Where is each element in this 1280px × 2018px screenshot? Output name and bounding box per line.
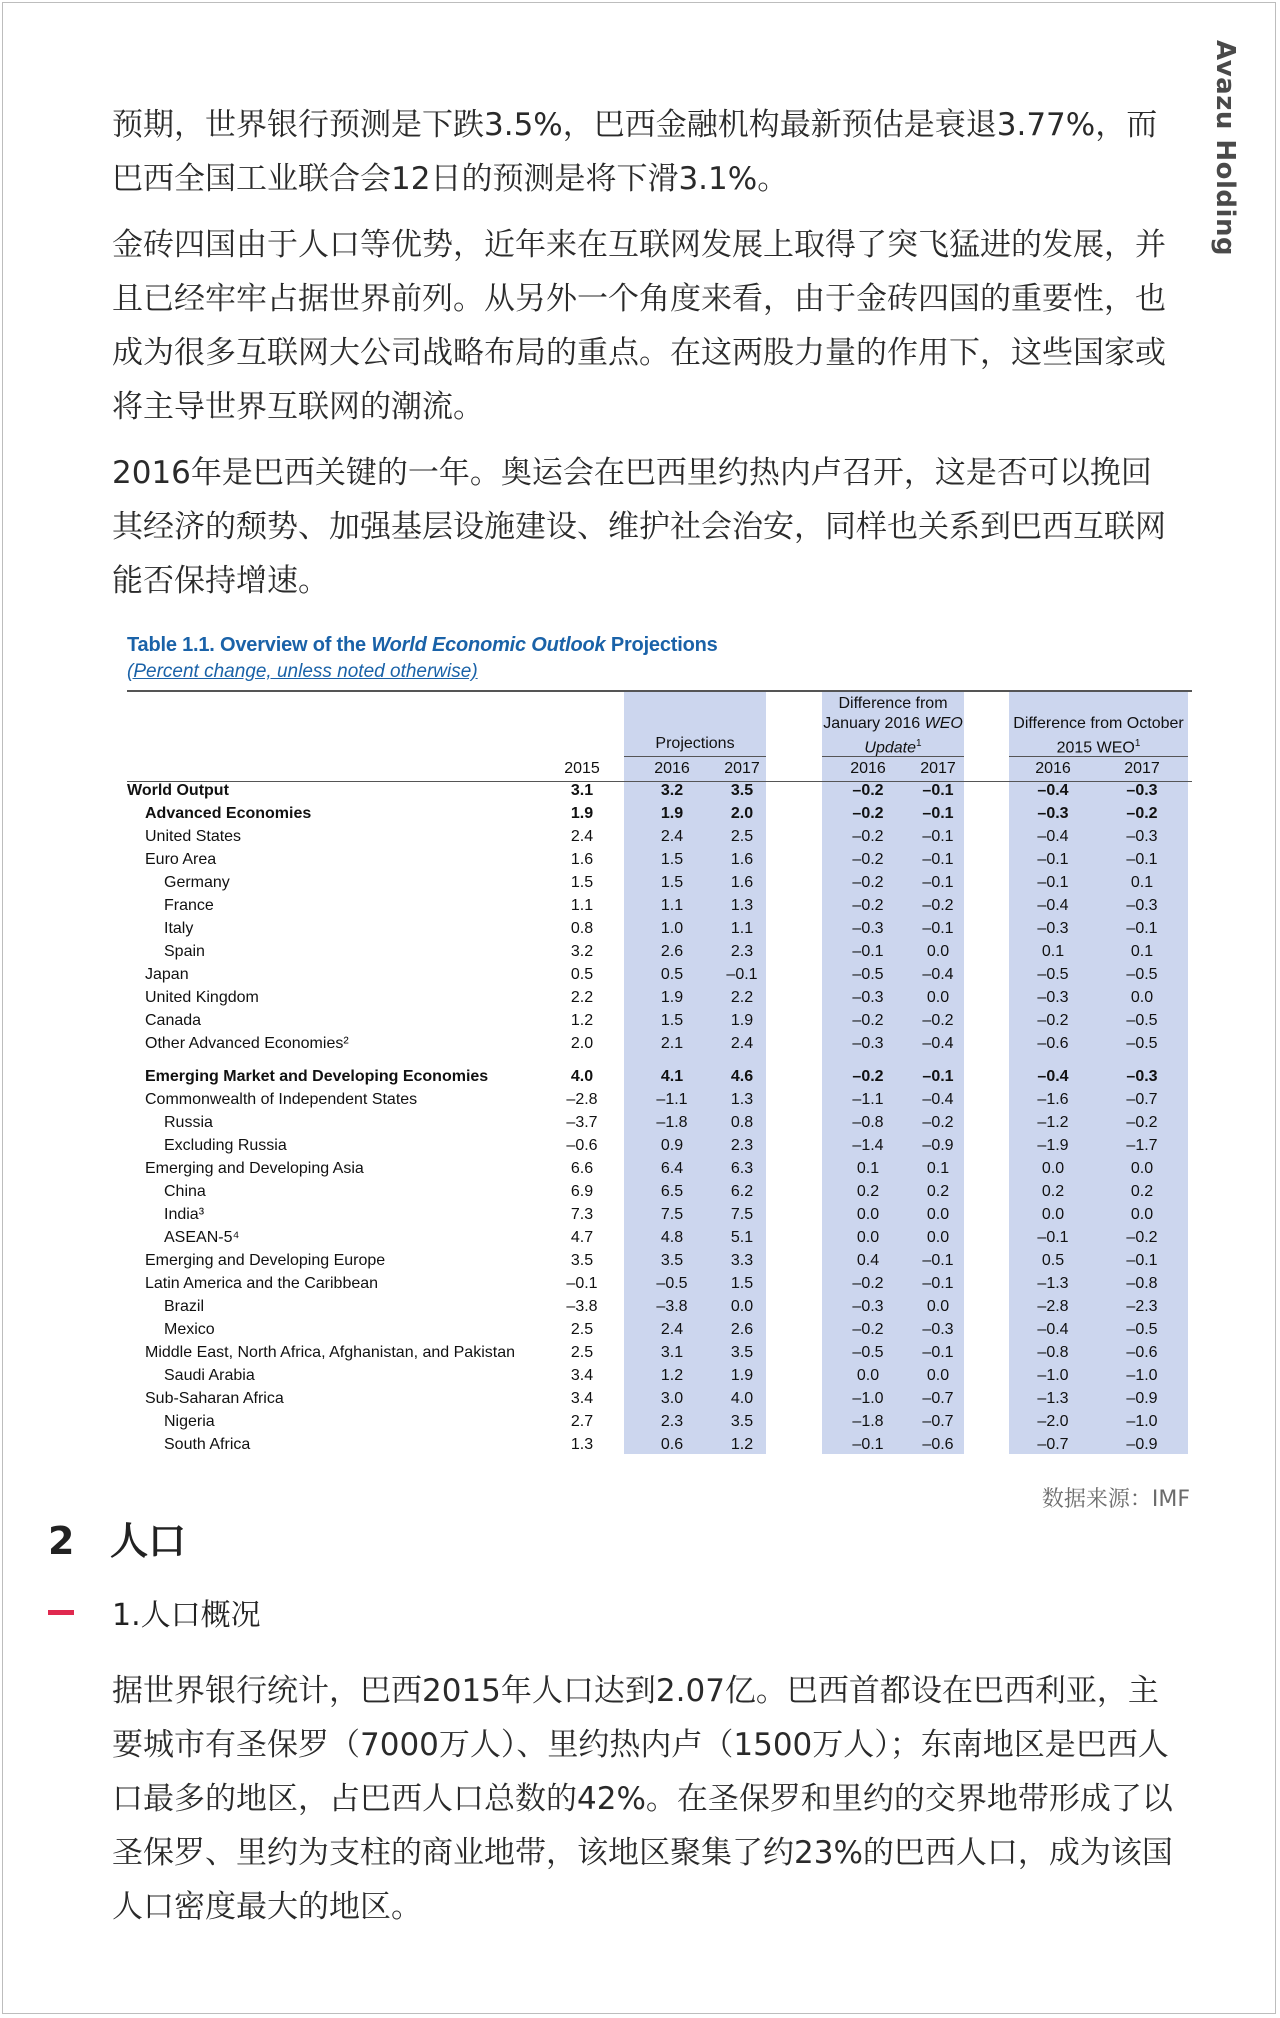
- row-value: 4.6: [730, 1068, 754, 1085]
- row-value: 2.3: [660, 1413, 684, 1430]
- row-value: –0.8: [1037, 1344, 1069, 1361]
- section-title: 人口: [110, 1519, 187, 1563]
- row-value: 1.2: [660, 1367, 684, 1384]
- row-label: France: [164, 897, 214, 914]
- row-value: 3.4: [570, 1367, 594, 1384]
- row-value: 0.2: [926, 1183, 950, 1200]
- row-value: –0.6: [1037, 1035, 1069, 1052]
- row-label: Latin America and the Caribbean: [145, 1275, 379, 1292]
- row-value: 4.1: [660, 1068, 684, 1085]
- row-value: 2.4: [730, 1035, 754, 1052]
- row-label: India³: [164, 1206, 205, 1223]
- row-value: 0.8: [730, 1114, 754, 1131]
- paragraph-2016: 2016年是巴西关键的一年。奥运会在巴西里约热内卢召开，这是否可以挽回其经济的颓势、加强基层设施建设、维护社会治安，同样也关系到巴西互联网能否保持增速。: [112, 455, 1166, 599]
- row-label: Emerging Market and Developing Economies: [145, 1068, 489, 1085]
- row-value: 1.5: [660, 851, 684, 868]
- row-value: 3.5: [730, 1344, 754, 1361]
- table-row: [127, 1089, 1192, 1112]
- row-value: 6.9: [570, 1183, 594, 1200]
- row-value: 6.3: [730, 1160, 754, 1177]
- row-value: –0.1: [922, 1275, 954, 1292]
- row-value: –0.4: [922, 966, 954, 983]
- row-value: –0.7: [1126, 1091, 1158, 1108]
- source-note: 数据来源：IMF: [1041, 1487, 1190, 1512]
- row-value: 1.6: [730, 874, 754, 891]
- table-row: [127, 1181, 1192, 1204]
- row-value: –0.4: [1037, 897, 1069, 914]
- table-row: [127, 1227, 1192, 1250]
- row-value: –0.3: [1126, 897, 1158, 914]
- row-label: Italy: [164, 920, 194, 937]
- table-row: [127, 1273, 1192, 1296]
- subsection-title: 1.人口概况: [112, 1598, 261, 1633]
- row-value: –0.2: [852, 1275, 884, 1292]
- row-value: 4.0: [730, 1390, 754, 1407]
- subsection-marker: [48, 1610, 74, 1615]
- row-value: 0.1: [1130, 874, 1154, 891]
- row-value: –0.5: [656, 1275, 688, 1292]
- row-label: Mexico: [164, 1321, 215, 1338]
- row-value: 0.0: [926, 1298, 950, 1315]
- row-value: 6.4: [660, 1160, 684, 1177]
- row-value: 6.6: [570, 1160, 594, 1177]
- row-value: –0.7: [1037, 1436, 1069, 1453]
- row-value: –1.7: [1126, 1137, 1158, 1154]
- row-value: –1.3: [1037, 1390, 1069, 1407]
- row-value: 1.9: [660, 989, 684, 1006]
- row-value: –3.7: [566, 1114, 598, 1131]
- table-row: [127, 849, 1192, 872]
- row-value: –0.5: [1126, 1012, 1158, 1029]
- row-value: –0.2: [852, 897, 884, 914]
- row-value: 0.4: [856, 1252, 880, 1269]
- row-value: –0.4: [922, 1035, 954, 1052]
- row-value: 2.0: [570, 1035, 594, 1052]
- row-value: 1.5: [660, 1012, 684, 1029]
- row-value: –1.0: [1126, 1367, 1158, 1384]
- row-value: –1.2: [1037, 1114, 1069, 1131]
- row-value: –0.3: [922, 1321, 954, 1338]
- row-value: 2.7: [570, 1413, 594, 1430]
- paragraph-brics: 金砖四国由于人口等优势，近年来在互联网发展上取得了突飞猛进的发展，并且已经牢牢占据世界前列。从另外一个角度来看，由于金砖四国的重要性，也成为很多互联网大公司战略布局的重点。在这两股力量的作用下，这些国家或将主导世界互联网的潮流。: [112, 227, 1166, 425]
- row-value: 2.5: [570, 1344, 594, 1361]
- row-value: –1.0: [1126, 1413, 1158, 1430]
- row-value: 2.6: [660, 943, 684, 960]
- brand-text: Avazu Holding: [1210, 40, 1240, 257]
- row-value: 0.1: [1130, 943, 1154, 960]
- bottom-paragraphs: [112, 1664, 1182, 1946]
- row-label: Nigeria: [164, 1413, 215, 1430]
- row-value: 0.0: [926, 989, 950, 1006]
- row-value: –2.0: [1037, 1413, 1069, 1430]
- table-row: [127, 1434, 1192, 1457]
- row-value: –1.8: [852, 1413, 884, 1430]
- row-value: 2.4: [660, 1321, 684, 1338]
- year-header: 2016: [654, 760, 690, 777]
- table-subtitle: (Percent change, unless noted otherwise): [127, 661, 478, 682]
- row-value: 2.6: [730, 1321, 754, 1338]
- row-label: Spain: [164, 943, 205, 960]
- row-label: ASEAN-5⁴: [164, 1229, 240, 1246]
- year-header: 2017: [724, 760, 760, 777]
- row-value: 0.0: [1130, 989, 1154, 1006]
- top-paragraphs: [112, 98, 1182, 620]
- row-value: 3.1: [570, 782, 594, 799]
- row-label: Emerging and Developing Asia: [145, 1160, 364, 1177]
- row-value: 5.1: [730, 1229, 754, 1246]
- row-value: –0.3: [1126, 782, 1158, 799]
- row-value: –0.1: [1037, 851, 1069, 868]
- row-value: 3.5: [730, 1413, 754, 1430]
- row-value: –0.3: [1037, 805, 1069, 822]
- row-value: 0.6: [660, 1436, 684, 1453]
- row-value: –0.2: [852, 874, 884, 891]
- row-value: –0.7: [922, 1390, 954, 1407]
- row-value: –0.5: [1037, 966, 1069, 983]
- row-value: 1.1: [570, 897, 594, 914]
- row-value: 1.0: [660, 920, 684, 937]
- row-value: –0.4: [1037, 782, 1069, 799]
- table-row: [127, 1296, 1192, 1319]
- row-value: 0.8: [570, 920, 594, 937]
- row-value: –1.1: [852, 1091, 884, 1108]
- row-value: –0.5: [1126, 1321, 1158, 1338]
- row-value: –0.1: [1037, 1229, 1069, 1246]
- row-value: 3.3: [730, 1252, 754, 1269]
- row-value: –1.1: [656, 1091, 688, 1108]
- row-value: 2.0: [730, 805, 754, 822]
- row-value: 1.9: [570, 805, 594, 822]
- row-value: 0.5: [660, 966, 684, 983]
- table-row: [127, 964, 1192, 987]
- year-header: 2017: [1124, 760, 1160, 777]
- row-value: 2.4: [570, 828, 594, 845]
- group-oct-weo: Difference from October 2015 WEO$^1$: [1013, 715, 1184, 757]
- row-label: South Africa: [164, 1436, 251, 1453]
- row-value: –0.4: [922, 1091, 954, 1108]
- section-heading: [48, 1510, 186, 1565]
- row-value: –0.1: [1037, 874, 1069, 891]
- row-value: 3.4: [570, 1390, 594, 1407]
- table-row: [127, 1365, 1192, 1388]
- row-value: –3.8: [656, 1298, 688, 1315]
- proj-group-rule: [624, 756, 766, 757]
- oct-group-rule: [1009, 756, 1188, 757]
- row-value: –0.1: [1126, 851, 1158, 868]
- row-value: –0.3: [1037, 920, 1069, 937]
- row-value: 0.0: [1130, 1160, 1154, 1177]
- row-label: Advanced Economies: [145, 805, 312, 822]
- table-row: [127, 1250, 1192, 1273]
- row-value: 1.6: [730, 851, 754, 868]
- row-value: 2.3: [730, 1137, 754, 1154]
- row-value: 0.0: [926, 1367, 950, 1384]
- row-label: Japan: [145, 966, 189, 983]
- row-value: 2.1: [660, 1035, 684, 1052]
- table-row: [127, 1066, 1192, 1089]
- row-value: 1.9: [660, 805, 684, 822]
- row-value: –0.8: [1126, 1275, 1158, 1292]
- table-title-italic: World Economic Outlook: [371, 634, 606, 656]
- row-value: –0.2: [1037, 1012, 1069, 1029]
- row-value: –1.6: [1037, 1091, 1069, 1108]
- row-value: 2.5: [730, 828, 754, 845]
- year-header: 2015: [564, 760, 600, 777]
- row-label: Excluding Russia: [164, 1137, 287, 1154]
- row-value: 0.0: [1041, 1206, 1065, 1223]
- row-value: –0.1: [922, 920, 954, 937]
- row-value: –0.3: [852, 1035, 884, 1052]
- row-label: Canada: [145, 1012, 202, 1029]
- row-value: –0.3: [1126, 828, 1158, 845]
- row-value: 1.2: [570, 1012, 594, 1029]
- row-value: 1.2: [730, 1436, 754, 1453]
- row-value: 1.1: [660, 897, 684, 914]
- year-header: 2017: [920, 760, 956, 777]
- row-value: –0.2: [852, 828, 884, 845]
- subsection-heading: [48, 1590, 261, 1634]
- row-value: –0.3: [852, 1298, 884, 1315]
- row-value: 0.5: [570, 966, 594, 983]
- row-value: 0.2: [1130, 1183, 1154, 1200]
- row-value: –0.1: [922, 782, 954, 799]
- table-row: [127, 1010, 1192, 1033]
- row-value: –0.2: [852, 1012, 884, 1029]
- row-value: –0.4: [1037, 1321, 1069, 1338]
- row-label: Sub-Saharan Africa: [145, 1390, 284, 1407]
- table-row: [127, 1033, 1192, 1056]
- row-value: 4.7: [570, 1229, 594, 1246]
- table-row: [127, 803, 1192, 826]
- row-value: 2.4: [660, 828, 684, 845]
- row-value: –0.1: [852, 943, 884, 960]
- row-value: –0.4: [1037, 828, 1069, 845]
- row-value: –0.7: [922, 1413, 954, 1430]
- row-value: –0.6: [922, 1436, 954, 1453]
- row-value: –0.3: [852, 920, 884, 937]
- row-value: –0.1: [922, 828, 954, 845]
- row-value: –0.2: [852, 782, 884, 799]
- row-value: 0.0: [856, 1367, 880, 1384]
- row-value: 0.0: [926, 1229, 950, 1246]
- row-value: –0.4: [1037, 1068, 1069, 1085]
- row-value: 0.0: [926, 943, 950, 960]
- row-value: –0.1: [922, 1252, 954, 1269]
- table-title: Table 1.1. Overview of the World Economic Outlook Projections: [127, 634, 718, 656]
- table-row: [127, 826, 1192, 849]
- row-value: –0.5: [1126, 1035, 1158, 1052]
- row-label: Other Advanced Economies²: [145, 1035, 349, 1052]
- row-value: –0.5: [1126, 966, 1158, 983]
- table-row: [127, 1112, 1192, 1135]
- row-label: United Kingdom: [145, 989, 259, 1006]
- row-value: 6.2: [730, 1183, 754, 1200]
- table-row: [127, 1158, 1192, 1181]
- row-value: –0.2: [852, 1321, 884, 1338]
- row-value: 0.5: [1041, 1252, 1065, 1269]
- row-value: –1.4: [852, 1137, 884, 1154]
- row-value: –0.1: [1126, 1252, 1158, 1269]
- row-value: –3.8: [566, 1298, 598, 1315]
- table-row: [127, 918, 1192, 941]
- row-value: 6.5: [660, 1183, 684, 1200]
- row-value: 7.5: [660, 1206, 684, 1223]
- row-value: –0.1: [726, 966, 758, 983]
- row-value: –2.8: [1037, 1298, 1069, 1315]
- year-header: 2016: [850, 760, 886, 777]
- row-value: –0.9: [1126, 1390, 1158, 1407]
- row-value: –0.1: [1126, 920, 1158, 937]
- row-value: 0.0: [856, 1229, 880, 1246]
- table-row: [127, 1135, 1192, 1158]
- row-value: –0.2: [1126, 805, 1158, 822]
- row-value: 3.1: [660, 1344, 684, 1361]
- row-value: 1.3: [730, 897, 754, 914]
- year-header: 2016: [1035, 760, 1071, 777]
- row-label: Russia: [164, 1114, 213, 1131]
- jan-group-rule: [822, 756, 964, 757]
- table-row: [127, 987, 1192, 1010]
- group-jan-update: Difference from January 2016 WEO Update$^1$: [823, 695, 963, 757]
- row-value: 0.2: [856, 1183, 880, 1200]
- row-value: –0.2: [1126, 1229, 1158, 1246]
- row-value: –0.2: [922, 1012, 954, 1029]
- row-label: Saudi Arabia: [164, 1367, 255, 1384]
- row-value: –0.6: [566, 1137, 598, 1154]
- table-row: [127, 941, 1192, 964]
- row-value: –0.1: [922, 805, 954, 822]
- row-value: –1.3: [1037, 1275, 1069, 1292]
- row-value: –0.9: [922, 1137, 954, 1154]
- table-row: [127, 780, 1192, 803]
- row-value: 0.0: [926, 1206, 950, 1223]
- row-value: 2.2: [730, 989, 754, 1006]
- table-row: [127, 1342, 1192, 1365]
- row-value: 7.5: [730, 1206, 754, 1223]
- row-value: 4.8: [660, 1229, 684, 1246]
- row-value: 2.5: [570, 1321, 594, 1338]
- row-value: 0.1: [926, 1160, 950, 1177]
- row-value: –2.3: [1126, 1298, 1158, 1315]
- weo-table: [127, 634, 1192, 1453]
- row-value: 0.1: [1041, 943, 1065, 960]
- row-label: Emerging and Developing Europe: [145, 1252, 386, 1269]
- row-label: World Output: [127, 782, 229, 799]
- table-row: [127, 895, 1192, 918]
- row-value: –0.3: [852, 989, 884, 1006]
- row-value: 0.0: [856, 1206, 880, 1223]
- brand-side-label: [1195, 40, 1255, 260]
- row-value: –0.6: [1126, 1344, 1158, 1361]
- row-value: 1.9: [730, 1367, 754, 1384]
- row-value: 4.0: [570, 1068, 594, 1085]
- row-value: –0.3: [1126, 1068, 1158, 1085]
- row-value: 0.1: [856, 1160, 880, 1177]
- row-value: 0.0: [1041, 1160, 1065, 1177]
- row-value: –0.3: [1037, 989, 1069, 1006]
- row-value: 3.2: [660, 782, 684, 799]
- row-value: 1.5: [660, 874, 684, 891]
- table-row: [127, 1319, 1192, 1342]
- row-value: 2.2: [570, 989, 594, 1006]
- table-body: [127, 780, 1192, 1457]
- row-value: 3.2: [570, 943, 594, 960]
- row-label: China: [164, 1183, 206, 1200]
- row-value: 0.9: [660, 1137, 684, 1154]
- row-value: –0.2: [852, 1068, 884, 1085]
- row-value: 2.3: [730, 943, 754, 960]
- row-value: 3.5: [570, 1252, 594, 1269]
- row-value: –0.1: [852, 1436, 884, 1453]
- row-label: Germany: [164, 874, 230, 891]
- row-value: –0.2: [922, 897, 954, 914]
- row-value: –0.8: [852, 1114, 884, 1131]
- row-value: –0.9: [1126, 1436, 1158, 1453]
- row-value: –1.8: [656, 1114, 688, 1131]
- row-label: Euro Area: [145, 851, 217, 868]
- row-value: 3.5: [730, 782, 754, 799]
- row-value: 7.3: [570, 1206, 594, 1223]
- paragraph-forecast: 预期，世界银行预测是下跌3.5%，巴西金融机构最新预估是衰退3.77%，而巴西全国工业联合会12日的预测是将下滑3.1%。: [112, 107, 1158, 197]
- row-value: –0.1: [566, 1275, 598, 1292]
- row-value: –1.0: [852, 1390, 884, 1407]
- row-label: Commonwealth of Independent States: [145, 1091, 418, 1108]
- row-value: 1.6: [570, 851, 594, 868]
- table-row: [127, 1204, 1192, 1227]
- table-row: [127, 872, 1192, 895]
- row-label: Brazil: [164, 1298, 205, 1315]
- row-value: 0.2: [1041, 1183, 1065, 1200]
- row-value: –0.2: [852, 851, 884, 868]
- row-value: –0.2: [1126, 1114, 1158, 1131]
- row-value: 1.9: [730, 1012, 754, 1029]
- row-value: 1.5: [570, 874, 594, 891]
- row-value: –0.1: [922, 1068, 954, 1085]
- row-value: –1.9: [1037, 1137, 1069, 1154]
- row-value: 1.1: [730, 920, 754, 937]
- row-value: 0.0: [1130, 1206, 1154, 1223]
- table-row: [127, 1411, 1192, 1434]
- row-value: –0.1: [922, 874, 954, 891]
- group-projections: Projections: [655, 735, 735, 752]
- row-value: –2.8: [566, 1091, 598, 1108]
- row-value: 3.0: [660, 1390, 684, 1407]
- row-value: –0.5: [852, 1344, 884, 1361]
- row-value: 0.0: [730, 1298, 754, 1315]
- row-value: –0.1: [922, 1344, 954, 1361]
- row-value: 1.3: [570, 1436, 594, 1453]
- paragraph-population: 据世界银行统计，巴西2015年人口达到2.07亿。巴西首都设在巴西利亚，主要城市有圣保罗（7000万人）、里约热内卢（1500万人）；东南地区是巴西人口最多的地区，占巴西人口总数的42%。在圣保罗和里约的交界地带形成了以圣保罗、里约为支柱的商业地带，该地区聚集了约23%的巴西人口，成为该国人口密度最大的地区。: [112, 1673, 1173, 1925]
- row-label: United States: [145, 828, 242, 845]
- row-value: –1.0: [1037, 1367, 1069, 1384]
- row-value: –0.2: [922, 1114, 954, 1131]
- section-number: 2: [48, 1519, 75, 1563]
- row-label: Middle East, North Africa, Afghanistan, and Pakistan: [145, 1344, 515, 1361]
- row-value: 1.3: [730, 1091, 754, 1108]
- table-row: [127, 1388, 1192, 1411]
- row-value: –0.2: [852, 805, 884, 822]
- row-value: 3.5: [660, 1252, 684, 1269]
- row-value: –0.1: [922, 851, 954, 868]
- row-value: 1.5: [730, 1275, 754, 1292]
- row-value: –0.5: [852, 966, 884, 983]
